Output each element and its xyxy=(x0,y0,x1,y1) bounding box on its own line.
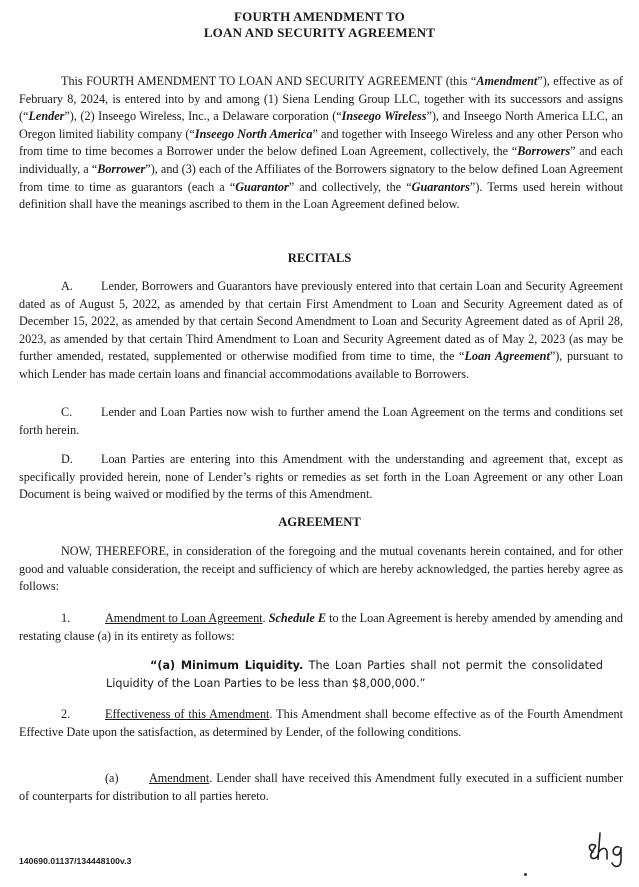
recitals-heading: RECITALS xyxy=(287,251,352,265)
recital-c: C. Lender and Loan Parties now wish to further amend the Loan Agreement on the terms and conditions set forth herein. xyxy=(19,405,623,437)
agreement-intro: NOW, THEREFORE, in consideration of the foregoing and the mutual covenants herein contained, and for other good and valuable consideration, the receipt and sufficiency of which are hereby acknowledged, the parties hereby agree as follows: xyxy=(19,544,623,594)
recital-d: D. Loan Parties are entering into this Amendment with the understanding and agreement that, except as specifically provided herein, none of Lender’s rights or remedies as set forth in the Loan Agreement or any other Loan Document is being waived or modified by the terms of this Amendment. xyxy=(19,452,623,502)
recital-c-label: C. xyxy=(61,405,73,419)
handwritten-initials xyxy=(583,826,633,870)
intro-paragraph: This FOURTH AMENDMENT TO LOAN AND SECURITY AGREEMENT (this “Amendment”), effective as of February 8, 2024, is entered into by and among (1) Siena Lending Group LLC, together with its successors and assigns (“Lender”), (2) Inseego Wireless, Inc., a Delaware corporation (“Inseego Wireless”), and Inseego North America LLC, an Oregon limited liability company (“Inseego North America” and together with Inseego Wireless and any other Person who from time to time becomes a Borrower under the below defined Loan Agreement, collectively, the “Borrowers” and each individually, a “Borrower”), and (3) each of the Affiliates of the Borrowers signatory to the below defined Loan Agreement from time to time as guarantors (each a “Guarantor” and collectively, the “Guarantors”). Terms used herein without definition shall have the meanings ascribed to them in the Loan Agreement defined below. xyxy=(19,74,623,212)
section-2a: (a) Amendment. Lender shall have received this Amendment fully executed in a sufficient number of counterparts for distribution to all parties hereto. xyxy=(19,771,623,803)
recital-a: A. Lender, Borrowers and Guarantors have previously entered into that certain Loan and Security Agreement dated as of August 5, 2022, as amended by that certain First Amendment to Loan and Security Agreement dated as of December 15, 2022, as amended by that certain Second Amendment to Loan and Security Agreement dated as of April 28, 2023, as amended by that certain Third Amendment to Loan and Security Agreement dated as of May 2, 2023 (as may be further amended, restated, supplemented or otherwise modified from time to time, the “Loan Agreement”), pursuant to which Lender has made certain loans and financial accommodations available to Borrowers. xyxy=(19,279,624,381)
section-2-number: 2. xyxy=(61,707,71,721)
section-2a-label: (a) xyxy=(105,771,119,785)
quoted-clause: “(a) Minimum Liquidity. The Loan Parties shall not permit the consolidated Liquidity of the Loan Parties to be less than $8,000,000.” xyxy=(106,659,603,690)
section-2-heading: Effectiveness of this Amendment xyxy=(105,707,270,721)
section-2a-heading: Amendment xyxy=(149,771,210,785)
section-1-heading: Amendment to Loan Agreement xyxy=(105,611,263,625)
agreement-heading: AGREEMENT xyxy=(278,515,361,529)
section-2: 2. Effectiveness of this Amendment. This Amendment shall become effective as of the Fourth Amendment Effective Date upon the satisfaction, as determined by Lender, of the following conditions. xyxy=(19,707,623,739)
section-1-number: 1. xyxy=(61,611,71,625)
document-title-line-2: LOAN AND SECURITY AGREEMENT xyxy=(203,25,436,40)
recital-a-label: A. xyxy=(61,279,73,293)
document-id-footer: 140690.01137/134448100v.3 xyxy=(19,856,132,866)
section-1: 1. Amendment to Loan Agreement. Schedule E to the Loan Agreement is hereby amended by amending and restating clause (a) in its entirety as follows: xyxy=(19,611,624,643)
document-title-line-1: FOURTH AMENDMENT TO xyxy=(234,9,405,24)
stray-mark xyxy=(524,873,527,876)
recital-d-label: D. xyxy=(61,452,73,466)
